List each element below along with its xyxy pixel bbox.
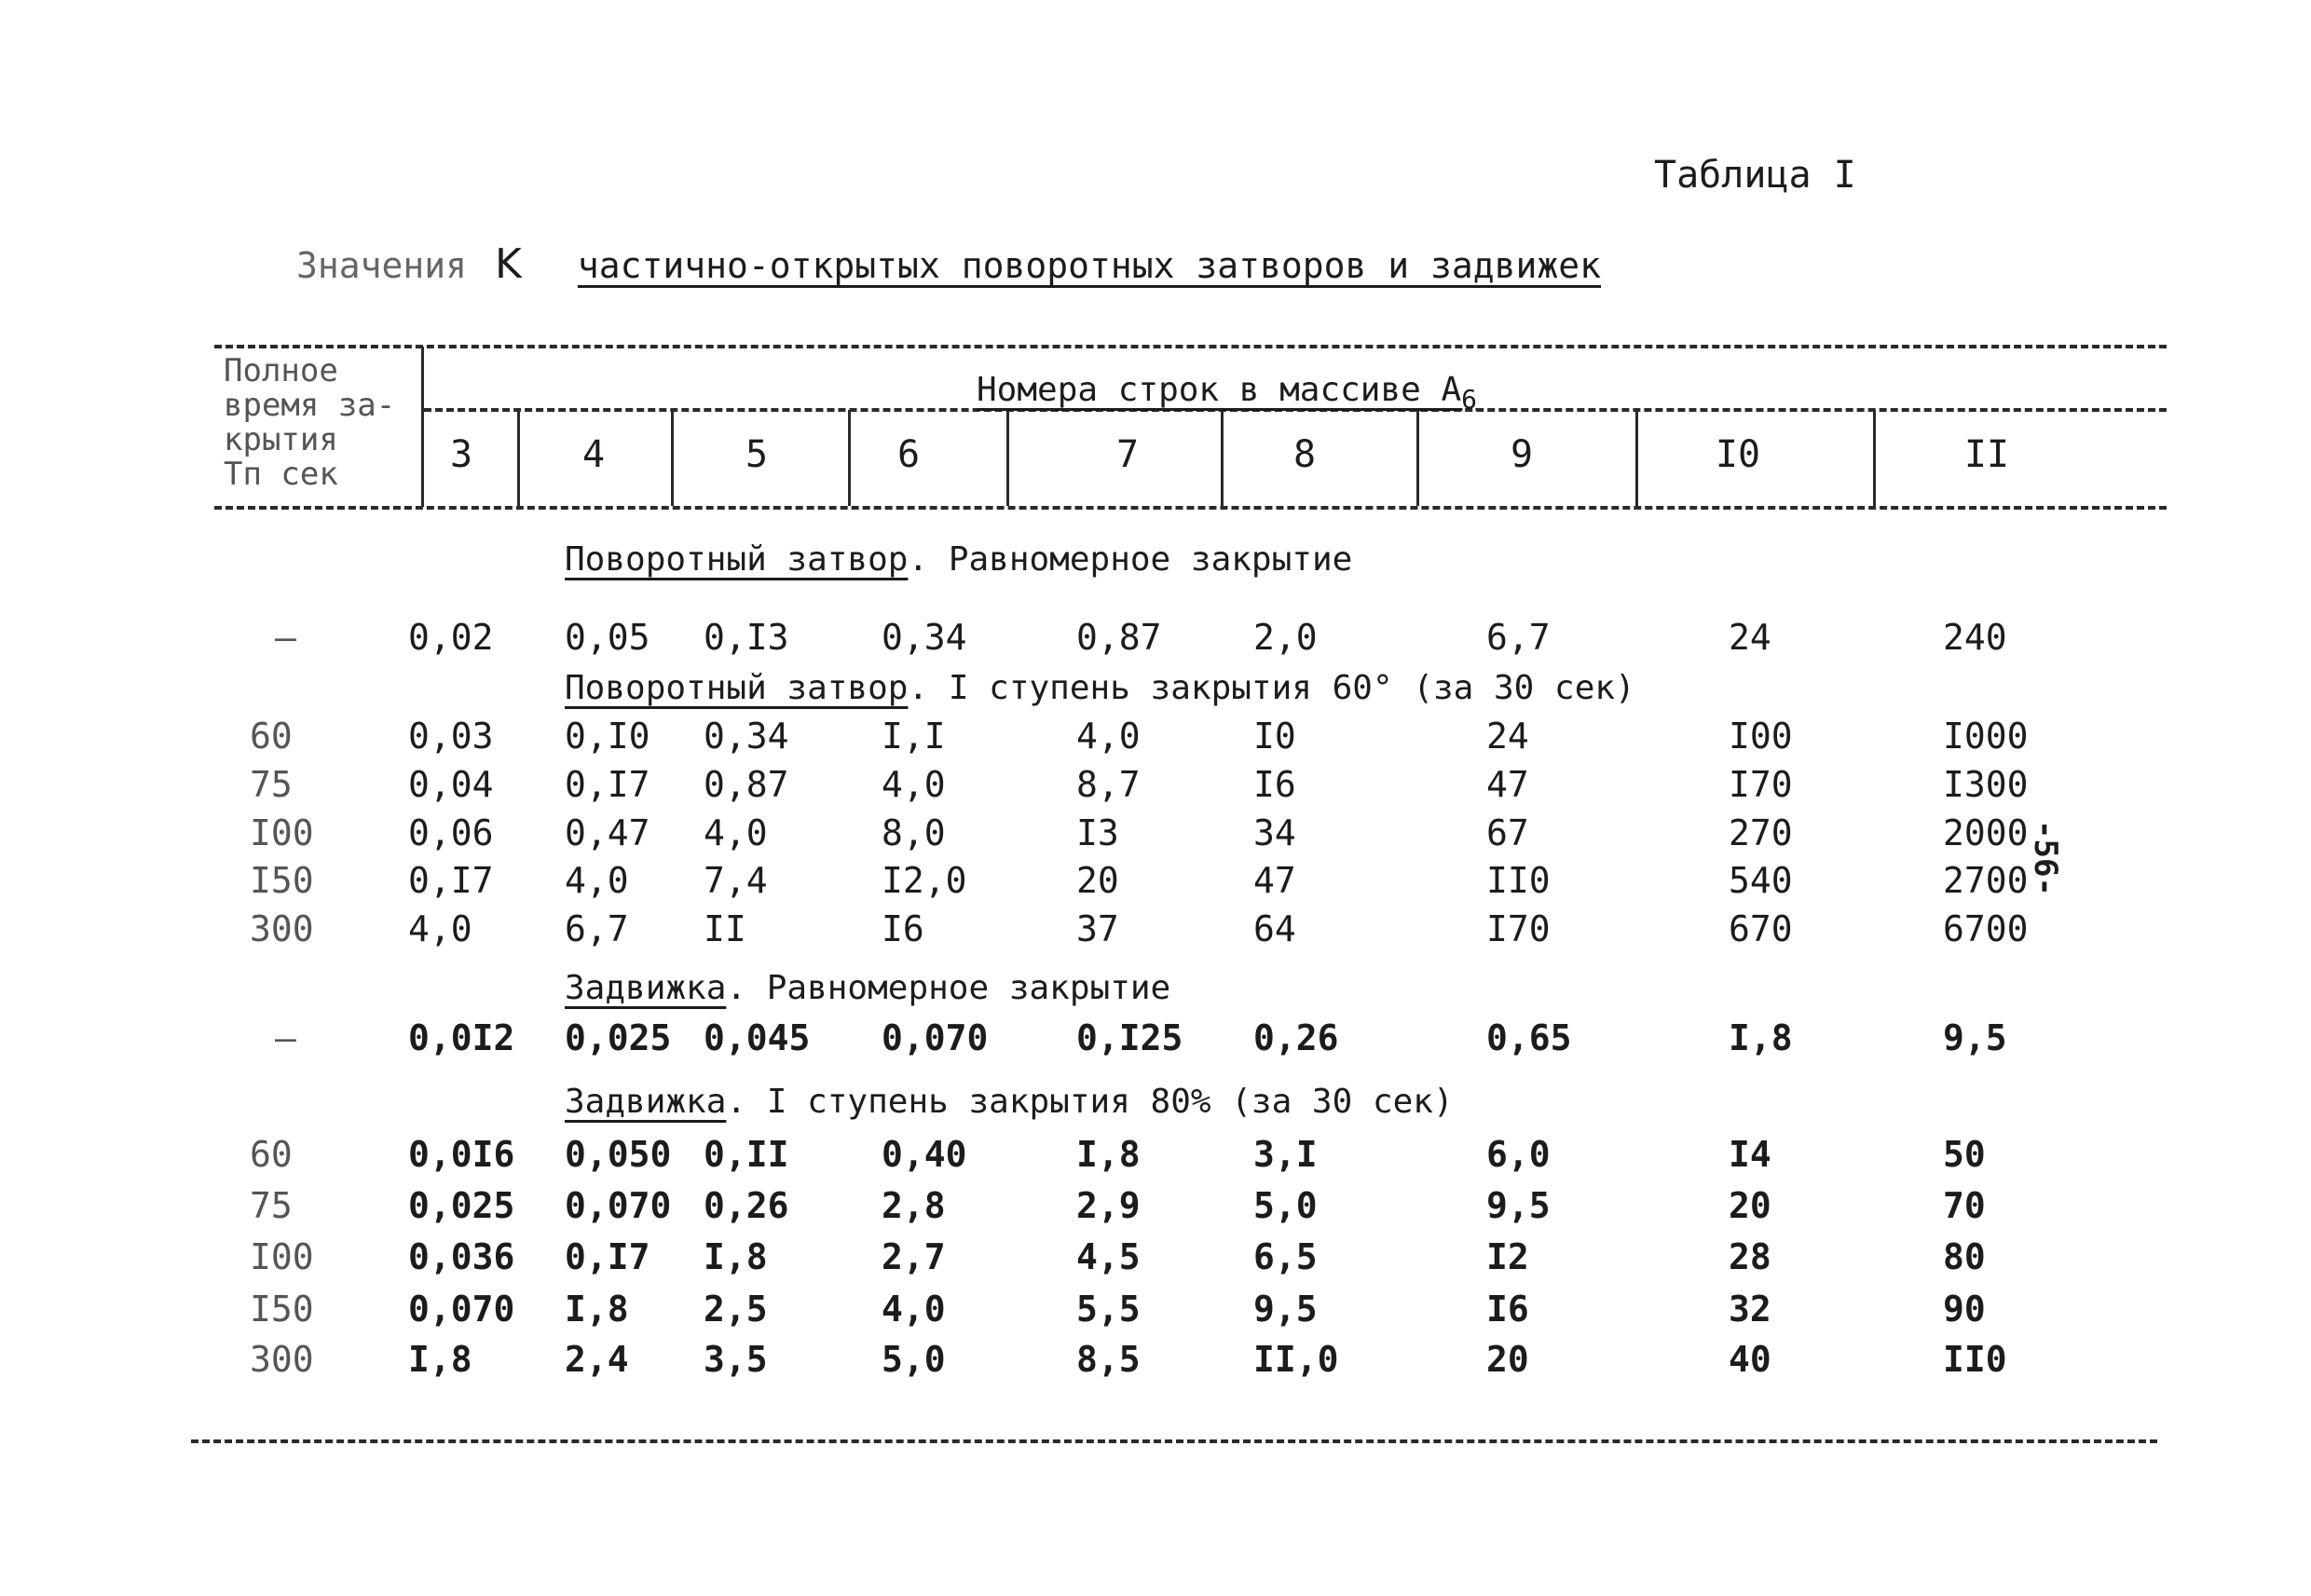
caption-prefix: Значения bbox=[296, 245, 468, 286]
table-cell: 24 bbox=[1729, 617, 1771, 658]
table-cell: 3,I bbox=[1253, 1134, 1318, 1175]
caption-symbol: K bbox=[495, 240, 522, 288]
table-cell: 64 bbox=[1253, 908, 1296, 949]
table-cell: 6,0 bbox=[1486, 1134, 1551, 1175]
table-label: Таблица I bbox=[1654, 154, 1856, 197]
table-cell: 2,9 bbox=[1076, 1185, 1141, 1226]
table-cell: 2,0 bbox=[1253, 617, 1318, 658]
table-cell: 32 bbox=[1729, 1289, 1771, 1330]
table-cell: 0,87 bbox=[1076, 617, 1162, 658]
table-cell: I6 bbox=[1486, 1289, 1529, 1330]
section-heading bbox=[565, 969, 1170, 1007]
table-cell: 240 bbox=[1943, 617, 2007, 658]
header-vertical-rule bbox=[421, 347, 424, 507]
section-heading-rest: . Равномерное закрытие bbox=[726, 969, 1171, 1007]
table-cell: 0,045 bbox=[704, 1017, 811, 1058]
table-cell: 7,4 bbox=[704, 860, 768, 901]
header-title-text: Номера строк в массиве A bbox=[977, 371, 1462, 409]
table-cell: 5,0 bbox=[882, 1339, 946, 1380]
table-cell: 540 bbox=[1729, 860, 1793, 901]
table-cell: 80 bbox=[1943, 1236, 1986, 1277]
table-cell: 3,5 bbox=[704, 1339, 768, 1380]
header-line: крытия bbox=[224, 421, 338, 458]
table-cell: 0,050 bbox=[565, 1134, 672, 1175]
table-cell: 0,0I2 bbox=[408, 1017, 515, 1058]
column-header: 8 bbox=[1292, 433, 1317, 476]
section-heading-underlined: Поворотный затвор bbox=[565, 669, 909, 707]
table-cell: I300 bbox=[1943, 764, 2029, 805]
section-heading-rest: . I ступень закрытия 60° (за 30 сек) bbox=[908, 669, 1635, 707]
table-cell: I000 bbox=[1943, 716, 2029, 757]
column-separator bbox=[848, 410, 851, 506]
row-time: 300 bbox=[250, 908, 314, 949]
row-time: – bbox=[275, 1017, 296, 1058]
table-cell: 6,7 bbox=[1486, 617, 1551, 658]
table-cell: 0,26 bbox=[1253, 1017, 1339, 1058]
table-cell: 670 bbox=[1729, 908, 1793, 949]
table-cell: 0,87 bbox=[704, 764, 789, 805]
table-cell: 0,03 bbox=[408, 716, 494, 757]
table-cell: I70 bbox=[1729, 764, 1793, 805]
column-separator bbox=[517, 410, 520, 506]
row-time: 60 bbox=[250, 716, 293, 757]
table-cell: 0,34 bbox=[704, 716, 789, 757]
table-cell: I2,0 bbox=[882, 860, 967, 901]
row-time: I00 bbox=[250, 1236, 314, 1277]
table-cell: 5,0 bbox=[1253, 1185, 1318, 1226]
table-cell: I4 bbox=[1729, 1134, 1771, 1175]
column-header: 9 bbox=[1510, 433, 1534, 476]
table-cell: 4,5 bbox=[1076, 1236, 1141, 1277]
table-cell: 9,5 bbox=[1486, 1185, 1551, 1226]
row-time: I50 bbox=[250, 860, 314, 901]
table-cell: I6 bbox=[1253, 764, 1296, 805]
column-header: I0 bbox=[1715, 433, 1761, 476]
table-cell: II0 bbox=[1486, 860, 1551, 901]
header-top-rule bbox=[214, 345, 2167, 348]
table-cell: I6 bbox=[882, 908, 924, 949]
table-cell: I00 bbox=[1729, 716, 1793, 757]
table-cell: 0,025 bbox=[565, 1017, 672, 1058]
table-cell: 0,I7 bbox=[565, 1236, 650, 1277]
column-separator bbox=[1006, 410, 1009, 506]
table-cell: 6,7 bbox=[565, 908, 629, 949]
column-separator bbox=[1635, 410, 1638, 506]
table-cell: 0,47 bbox=[565, 812, 650, 853]
table-cell: 0,070 bbox=[882, 1017, 989, 1058]
table-cell: 70 bbox=[1943, 1185, 1986, 1226]
table-cell: 2,5 bbox=[704, 1289, 768, 1330]
table-cell: 2,8 bbox=[882, 1185, 946, 1226]
page-number: -56- bbox=[2027, 820, 2064, 896]
row-time: 60 bbox=[250, 1134, 293, 1175]
table-cell: 4,0 bbox=[1076, 716, 1141, 757]
table-cell: 2,4 bbox=[565, 1339, 629, 1380]
table-cell: 2000 bbox=[1943, 812, 2029, 853]
header-line: время за- bbox=[224, 387, 396, 424]
table-cell: 0,26 bbox=[704, 1185, 789, 1226]
section-heading-underlined: Задвижка bbox=[565, 969, 727, 1007]
table-cell: 24 bbox=[1486, 716, 1529, 757]
header-title-subscript: 6 bbox=[1461, 384, 1478, 416]
column-header: 4 bbox=[581, 433, 606, 476]
table-cell: 9,5 bbox=[1943, 1017, 2007, 1058]
header-line: Полное bbox=[224, 352, 338, 389]
column-header: 3 bbox=[449, 433, 473, 476]
table-cell: 2,7 bbox=[882, 1236, 946, 1277]
table-cell: 47 bbox=[1486, 764, 1529, 805]
header-line: Tп сек bbox=[224, 456, 338, 493]
section-heading bbox=[565, 669, 1635, 707]
table-cell: 40 bbox=[1729, 1339, 1771, 1380]
table-cell: 67 bbox=[1486, 812, 1529, 853]
table-cell: 6,5 bbox=[1253, 1236, 1318, 1277]
column-header: 5 bbox=[745, 433, 769, 476]
table-cell: I,8 bbox=[1076, 1134, 1141, 1175]
table-cell: 0,I7 bbox=[408, 860, 494, 901]
table-cell: 0,34 bbox=[882, 617, 967, 658]
header-title bbox=[977, 371, 1477, 415]
column-separator bbox=[1221, 410, 1224, 506]
header-closing-time bbox=[224, 354, 395, 492]
row-time: – bbox=[275, 617, 296, 658]
section-heading bbox=[565, 540, 1352, 579]
column-separator bbox=[1873, 410, 1876, 506]
section-heading-underlined: Задвижка bbox=[565, 1083, 727, 1121]
table-cell: 0,070 bbox=[408, 1289, 515, 1330]
table-cell: I,8 bbox=[704, 1236, 768, 1277]
table-cell: 8,5 bbox=[1076, 1339, 1141, 1380]
row-time: 75 bbox=[250, 764, 293, 805]
column-separator bbox=[1416, 410, 1419, 506]
column-header: 7 bbox=[1115, 433, 1140, 476]
table-cell: 0,I0 bbox=[565, 716, 650, 757]
table-cell: I2 bbox=[1486, 1236, 1529, 1277]
caption-text: частично-открытых поворотных затворов и задвижек bbox=[577, 245, 1602, 286]
table-cell: 0,II bbox=[704, 1134, 789, 1175]
table-cell: 0,65 bbox=[1486, 1017, 1572, 1058]
table-cell: 0,40 bbox=[882, 1134, 967, 1175]
section-heading-rest: . Равномерное закрытие bbox=[908, 540, 1353, 579]
table-cell: 4,0 bbox=[882, 1289, 946, 1330]
table-cell: I70 bbox=[1486, 908, 1551, 949]
table-cell: 47 bbox=[1253, 860, 1296, 901]
table-cell: 34 bbox=[1253, 812, 1296, 853]
table-cell: 20 bbox=[1729, 1185, 1771, 1226]
table-cell: 0,04 bbox=[408, 764, 494, 805]
table-cell: II,0 bbox=[1253, 1339, 1339, 1380]
table-cell: 0,05 bbox=[565, 617, 650, 658]
table-cell: 8,7 bbox=[1076, 764, 1141, 805]
table-cell: 0,025 bbox=[408, 1185, 515, 1226]
table-cell: I,8 bbox=[1729, 1017, 1793, 1058]
row-time: 75 bbox=[250, 1185, 293, 1226]
table-caption bbox=[296, 240, 1601, 288]
table-cell: II0 bbox=[1943, 1339, 2007, 1380]
table-cell: 4,0 bbox=[882, 764, 946, 805]
table-cell: 0,070 bbox=[565, 1185, 672, 1226]
table-cell: I,8 bbox=[565, 1289, 629, 1330]
table-cell: 50 bbox=[1943, 1134, 1986, 1175]
row-time: 300 bbox=[250, 1339, 314, 1380]
section-heading-rest: . I ступень закрытия 80% (за 30 сек) bbox=[726, 1083, 1454, 1121]
table-cell: 4,0 bbox=[704, 812, 768, 853]
table-cell: 4,0 bbox=[565, 860, 629, 901]
table-cell: 5,5 bbox=[1076, 1289, 1141, 1330]
table-cell: I3 bbox=[1076, 812, 1119, 853]
table-cell: 270 bbox=[1729, 812, 1793, 853]
table-cell: 8,0 bbox=[882, 812, 946, 853]
table-cell: II bbox=[704, 908, 746, 949]
column-separator bbox=[671, 410, 674, 506]
table-cell: I0 bbox=[1253, 716, 1296, 757]
table-cell: 0,I25 bbox=[1076, 1017, 1183, 1058]
table-cell: I,8 bbox=[408, 1339, 472, 1380]
table-bottom-rule bbox=[191, 1439, 2157, 1443]
header-bottom-rule bbox=[214, 506, 2167, 510]
section-heading-underlined: Поворотный затвор bbox=[565, 540, 909, 579]
section-heading bbox=[565, 1083, 1454, 1121]
row-time: I00 bbox=[250, 812, 314, 853]
row-time: I50 bbox=[250, 1289, 314, 1330]
table-cell: 0,0I6 bbox=[408, 1134, 515, 1175]
table-cell: 0,I3 bbox=[704, 617, 789, 658]
table-cell: 0,06 bbox=[408, 812, 494, 853]
table-cell: 6700 bbox=[1943, 908, 2029, 949]
table-cell: I,I bbox=[882, 716, 946, 757]
table-cell: 20 bbox=[1486, 1339, 1529, 1380]
table-cell: 0,02 bbox=[408, 617, 494, 658]
table-cell: 4,0 bbox=[408, 908, 472, 949]
table-cell: 37 bbox=[1076, 908, 1119, 949]
table-cell: 90 bbox=[1943, 1289, 1986, 1330]
column-header: II bbox=[1963, 433, 2010, 476]
table-cell: 2700 bbox=[1943, 860, 2029, 901]
table-cell: 20 bbox=[1076, 860, 1119, 901]
table-cell: 28 bbox=[1729, 1236, 1771, 1277]
table-cell: 0,I7 bbox=[565, 764, 650, 805]
table-cell: 0,036 bbox=[408, 1236, 515, 1277]
column-header: 6 bbox=[896, 433, 921, 476]
table-cell: 9,5 bbox=[1253, 1289, 1318, 1330]
